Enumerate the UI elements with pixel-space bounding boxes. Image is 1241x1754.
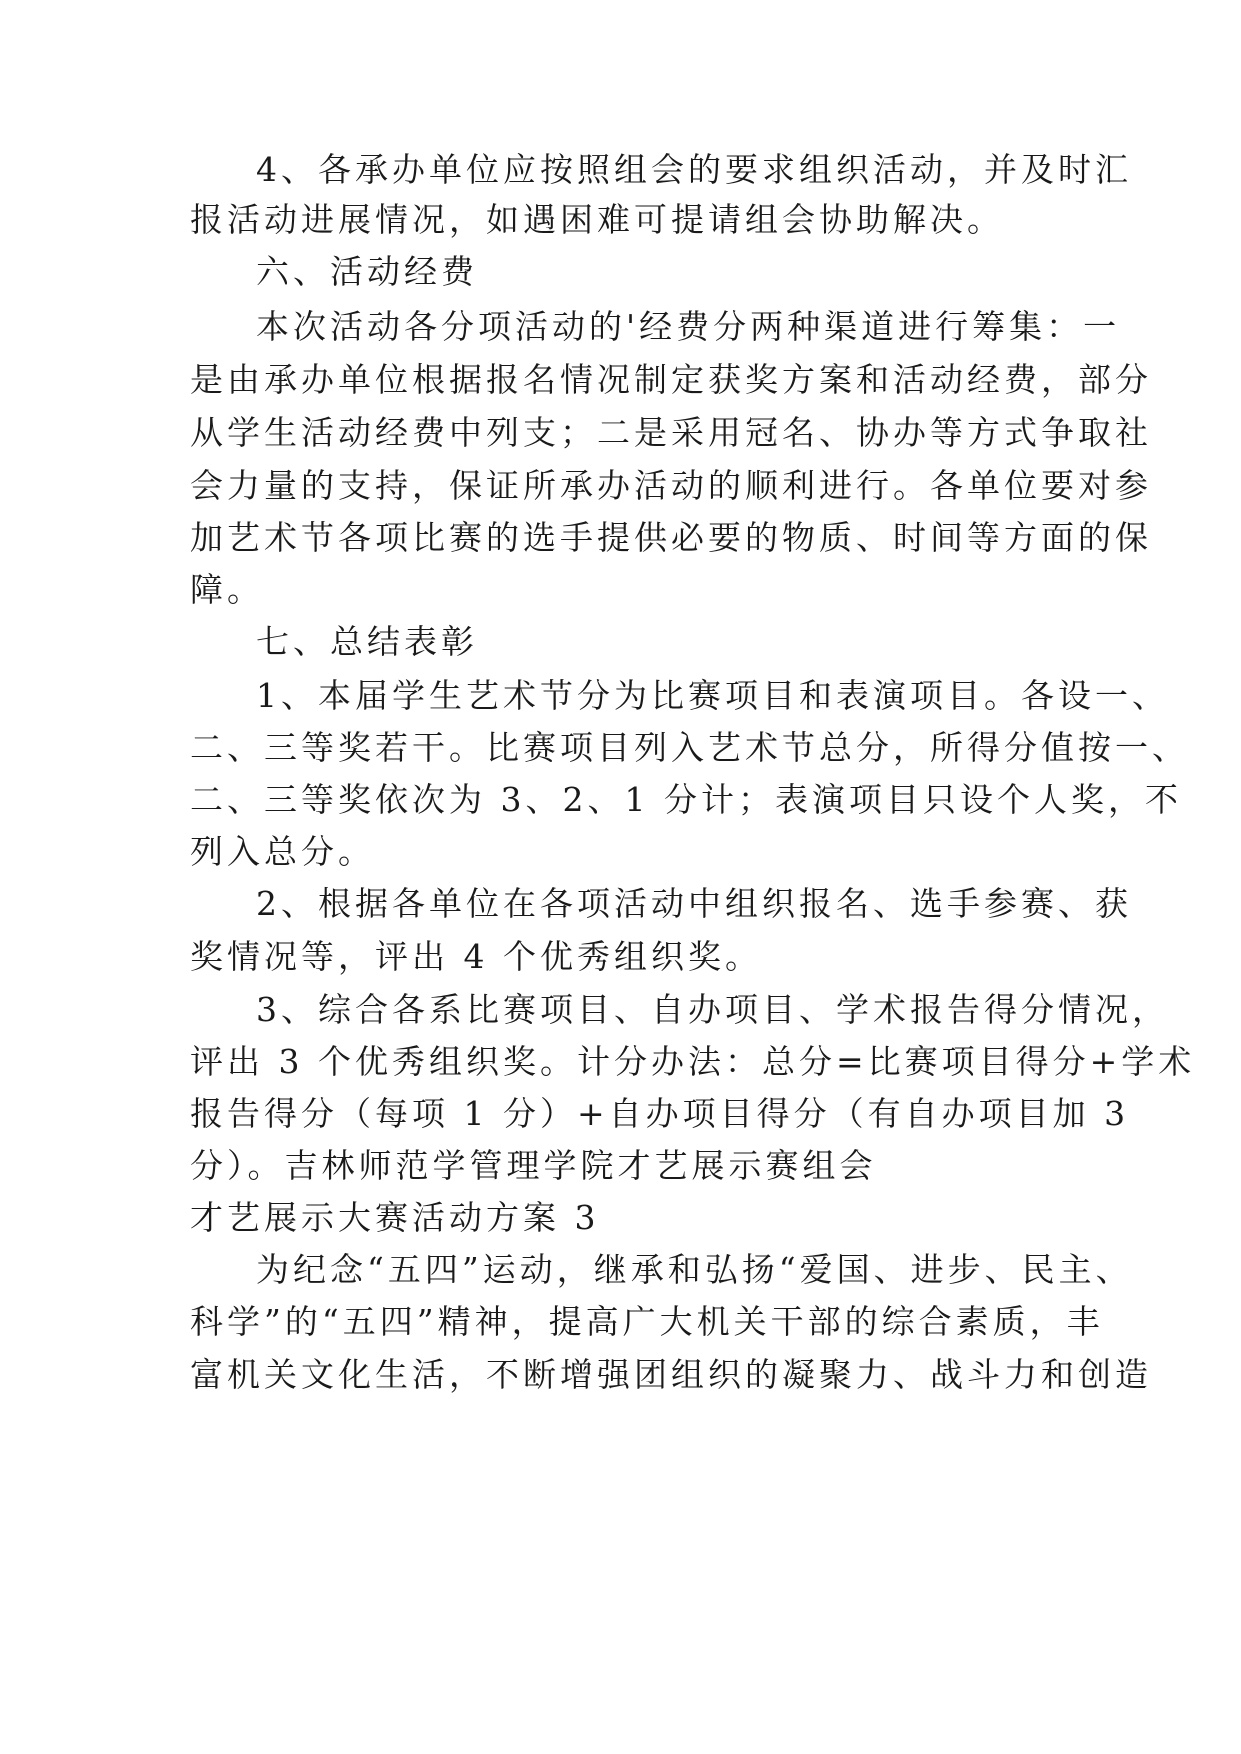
text-line: 3、综合各系比赛项目、自办项目、学术报告得分情况， [256, 990, 1169, 1029]
text-line: 二、三等奖若干。比赛项目列入艺术节总分，所得分值按一、 [190, 728, 1189, 767]
text-line: 4、各承办单位应按照组会的要求组织活动，并及时汇 [256, 150, 1132, 189]
text-line: 列入总分。 [190, 832, 375, 871]
text-line: 科学”的“五四”精神，提高广大机关干部的综合素质，丰 [190, 1302, 1104, 1341]
text-line: 本次活动各分项活动的'经费分两种渠道进行筹集：一 [256, 307, 1121, 346]
document-title: 才艺展示大赛活动方案 3 [190, 1198, 600, 1237]
text-line: 障。 [190, 570, 264, 609]
text-line: 从学生活动经费中列支；二是采用冠名、协办等方式争取社 [190, 413, 1152, 452]
text-line: 为纪念“五四”运动，继承和弘扬“爱国、进步、民主、 [256, 1250, 1133, 1289]
text-line: 分）。吉林师范学管理学院才艺展示赛组会 [190, 1146, 877, 1185]
section-heading: 七、总结表彰 [256, 622, 478, 661]
text-line: 会力量的支持，保证所承办活动的顺利进行。各单位要对参 [190, 466, 1152, 505]
text-line: 加艺术节各项比赛的选手提供必要的物质、时间等方面的保 [190, 518, 1152, 557]
text-line: 奖情况等，评出 4 个优秀组织奖。 [190, 937, 762, 976]
text-line: 评出 3 个优秀组织奖。计分办法：总分=比赛项目得分+学术 [190, 1042, 1196, 1081]
text-line: 是由承办单位根据报名情况制定获奖方案和活动经费，部分 [190, 360, 1152, 399]
section-heading: 六、活动经费 [256, 252, 478, 291]
text-line: 2、根据各单位在各项活动中组织报名、选手参赛、获 [256, 884, 1132, 923]
text-line: 1、本届学生艺术节分为比赛项目和表演项目。各设一、 [256, 676, 1169, 715]
text-line: 二、三等奖依次为 3、2、1 分计；表演项目只设个人奖，不 [190, 780, 1182, 819]
text-line: 报告得分（每项 1 分）+自办项目得分（有自办项目加 3 [190, 1094, 1130, 1133]
text-line: 富机关文化生活，不断增强团组织的凝聚力、战斗力和创造 [190, 1355, 1152, 1394]
text-line: 报活动进展情况，如遇困难可提请组会协助解决。 [190, 200, 1004, 239]
